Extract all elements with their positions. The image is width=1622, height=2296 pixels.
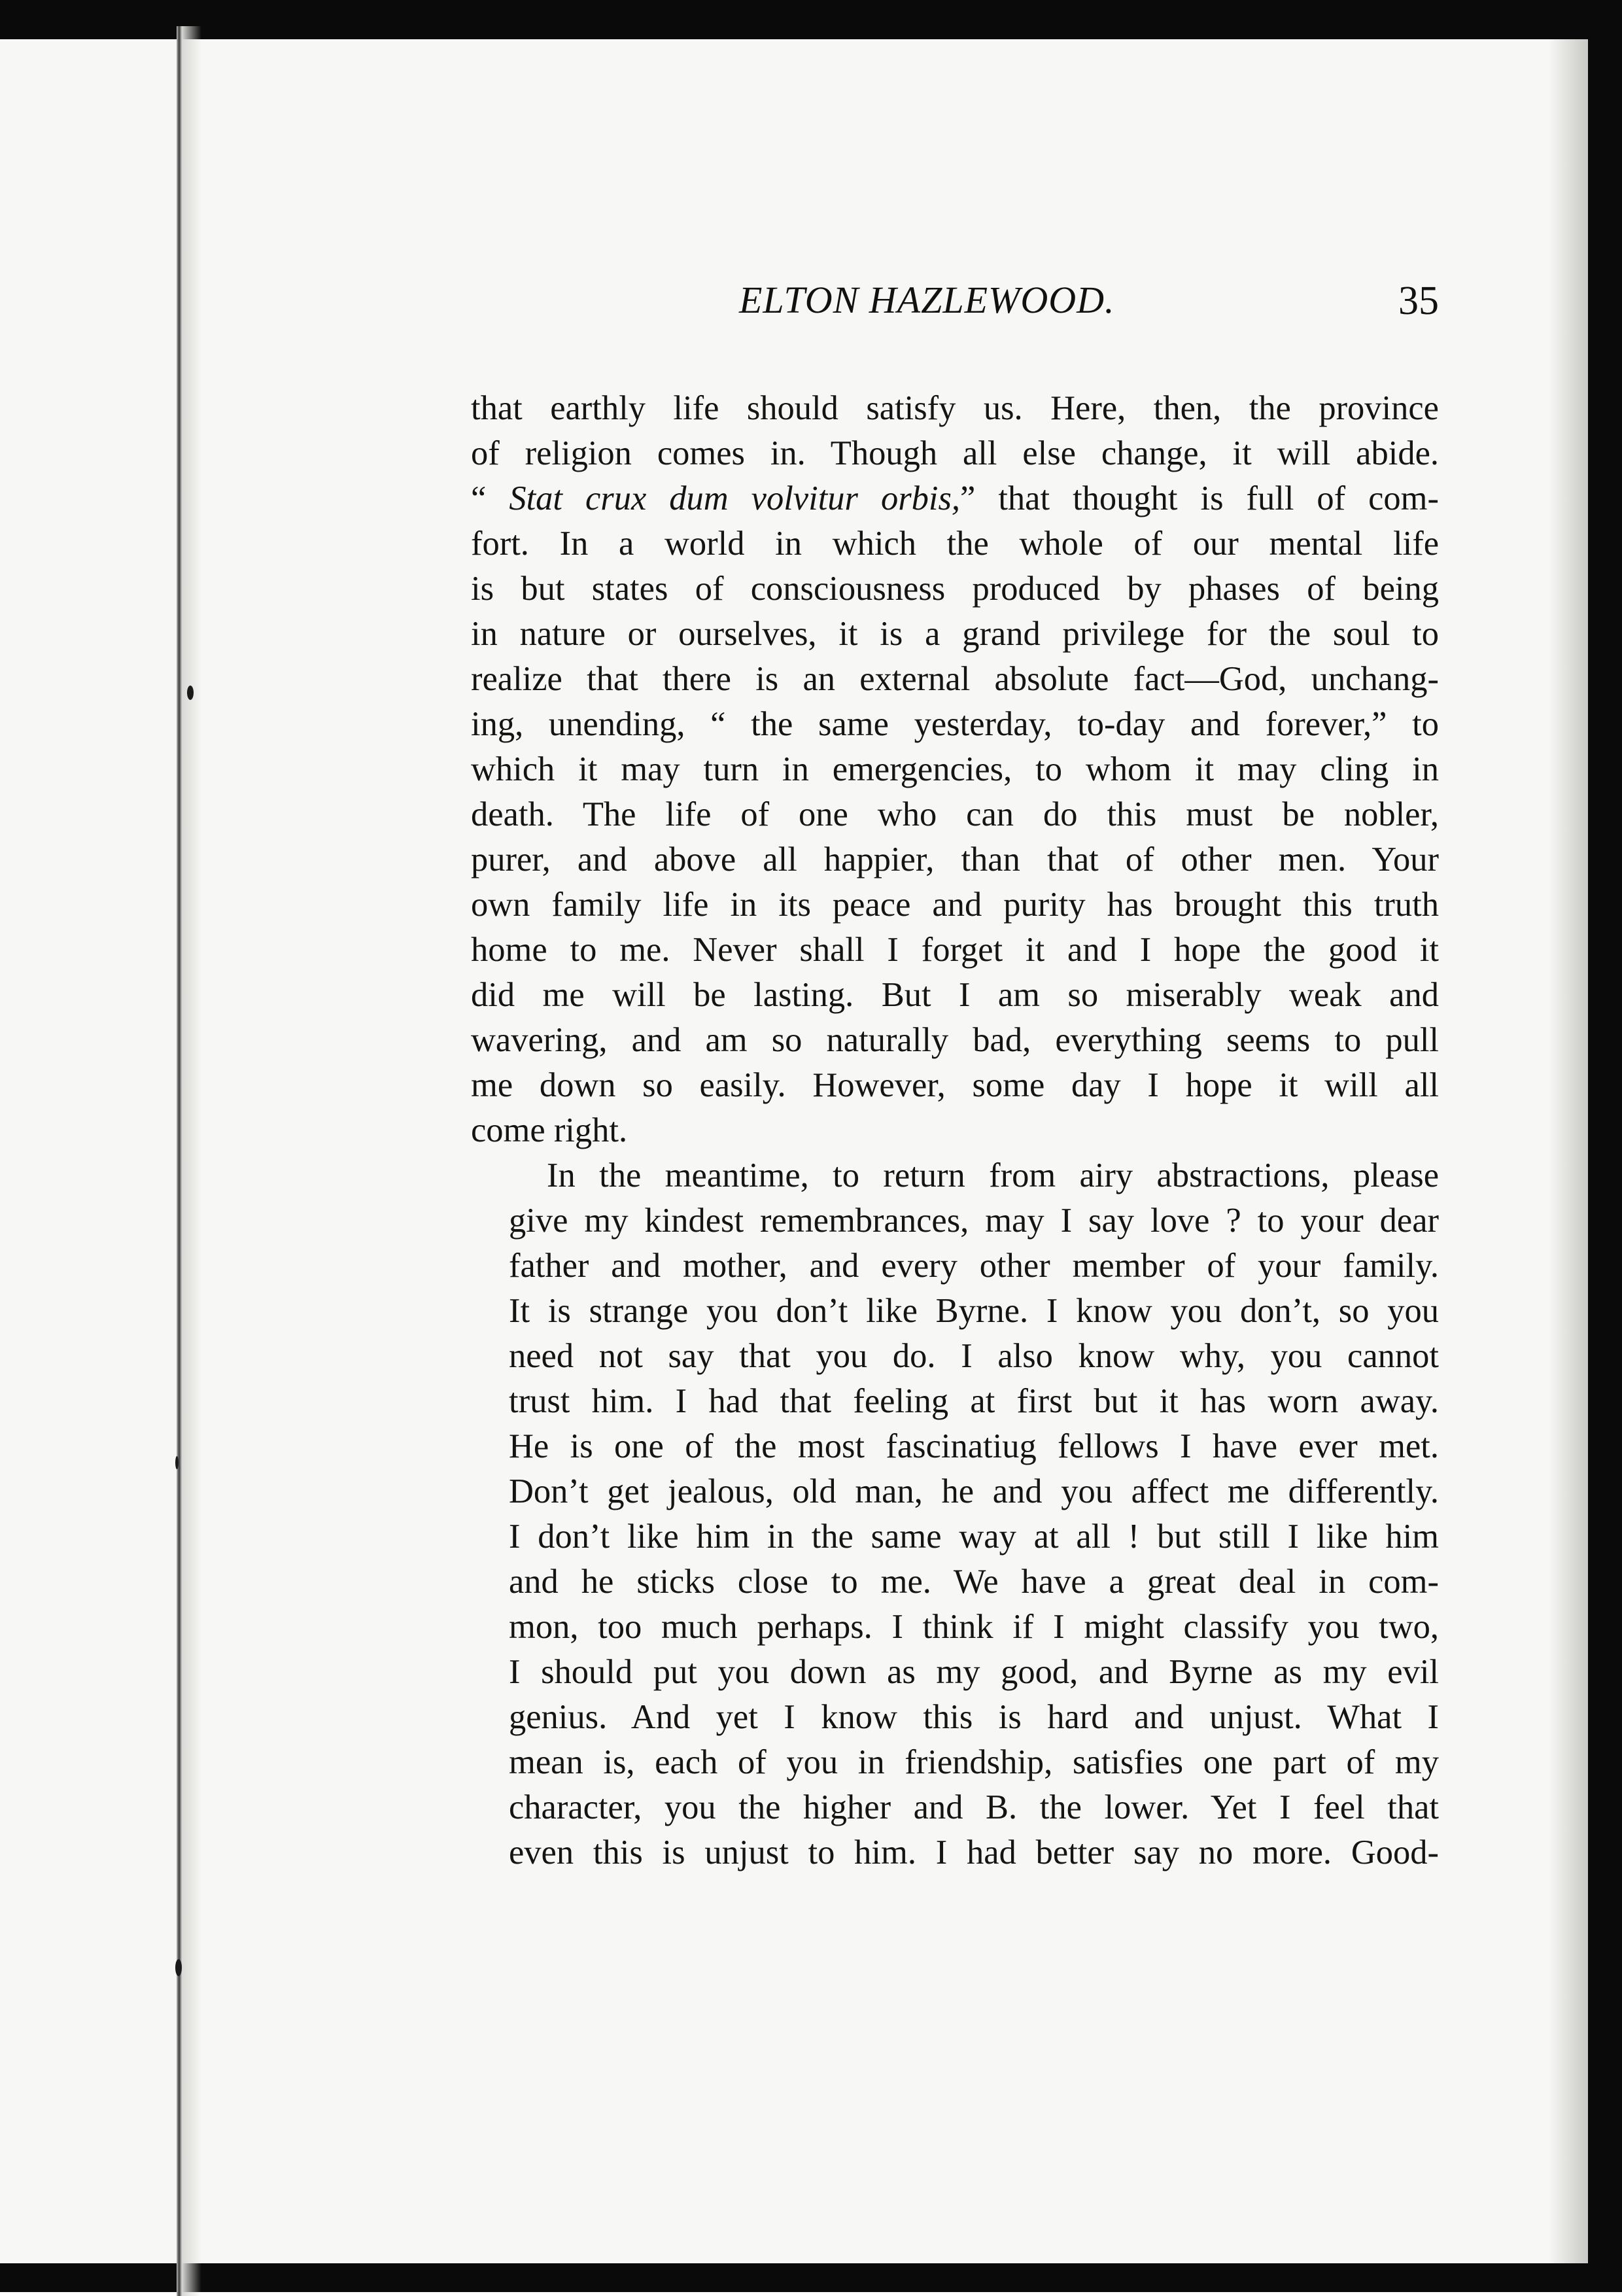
running-head (471, 278, 1439, 330)
margin-speck (187, 686, 194, 700)
text-line: in nature or ourselves, it is a grand privilege for the soul to (471, 615, 1439, 653)
text-line: trust him. I had that feeling at first but it has worn away. (509, 1382, 1439, 1420)
text-line: genius. And yet I know this is hard and unjust. What I (509, 1698, 1439, 1736)
paragraph (471, 386, 1439, 1153)
text-line: that earthly life should satisfy us. Here, then, the province (471, 389, 1439, 427)
body-text (471, 386, 1439, 1875)
scan-right-border (1588, 0, 1622, 2292)
text-line: Don’t get jealous, old man, he and you affect me differently. (509, 1472, 1439, 1510)
text-line: which it may turn in emergencies, to whom it may cling in (471, 750, 1439, 788)
text-line: come right. (471, 1111, 628, 1149)
text-line: mean is, each of you in friendship, satisfies one part of my (509, 1743, 1439, 1781)
text-line: “ Stat crux dum volvitur orbis,” that thought is full of com- (471, 479, 1439, 517)
text-line: give my kindest remembrances, may I say love ? to your dear (509, 1202, 1439, 1240)
text-line: It is strange you don’t like Byrne. I know you don’t, so you (509, 1292, 1439, 1330)
text-line: own family life in its peace and purity has brought this truth (471, 886, 1439, 924)
text-line: purer, and above all happier, than that of other men. Your (471, 841, 1439, 878)
running-title: ELTON HAZLEWOOD. (739, 279, 1115, 321)
text-line: I should put you down as my good, and Byrne as my evil (509, 1653, 1439, 1691)
page-fold-shadow (182, 26, 201, 2296)
scan-top-border (0, 0, 1622, 39)
text-line: me down so easily. However, some day I hope it will all (471, 1066, 1439, 1104)
text-line: character, you the higher and B. the lower. Yet I feel that (509, 1788, 1439, 1826)
text-line: father and mother, and every other member of your family. (509, 1247, 1439, 1285)
text-line: ing, unending, “ the same yesterday, to-day and forever,” to (471, 705, 1439, 743)
text-line: mon, too much perhaps. I think if I might classify you two, (509, 1608, 1439, 1646)
page-edge-shadow (1549, 39, 1588, 2263)
margin-speck (175, 1456, 179, 1469)
text-line: did me will be lasting. But I am so miserably weak and (471, 976, 1439, 1014)
text-line: even this is unjust to him. I had better say no more. Good- (509, 1834, 1439, 1871)
text-line: need not say that you do. I also know why, you cannot (509, 1337, 1439, 1375)
text-line: I don’t like him in the same way at all ! but still I like him (509, 1518, 1439, 1556)
page-number: 35 (1398, 279, 1439, 323)
paragraph (471, 1153, 1439, 1875)
margin-speck (175, 1959, 182, 1976)
text-line: of religion comes in. Though all else change, it will abide. (471, 434, 1439, 472)
text-line: wavering, and am so naturally bad, everything seems to pull (471, 1021, 1439, 1059)
text-line: In the meantime, to return from airy abstractions, please (547, 1157, 1439, 1194)
page-fold-line (177, 26, 182, 2296)
scan-bottom-border (0, 2263, 1622, 2292)
text-line: death. The life of one who can do this must be nobler, (471, 795, 1439, 833)
text-line: and he sticks close to me. We have a great deal in com- (509, 1563, 1439, 1601)
text-line: fort. In a world in which the whole of our mental life (471, 525, 1439, 563)
text-line: is but states of consciousness produced by phases of being (471, 570, 1439, 608)
text-line: realize that there is an external absolute fact—God, unchang- (471, 660, 1439, 698)
text-line: He is one of the most fascinatiug fellows I have ever met. (509, 1427, 1439, 1465)
latin-phrase: Stat crux dum volvitur orbis, (509, 479, 961, 517)
text-line: home to me. Never shall I forget it and I hope the good it (471, 931, 1439, 969)
